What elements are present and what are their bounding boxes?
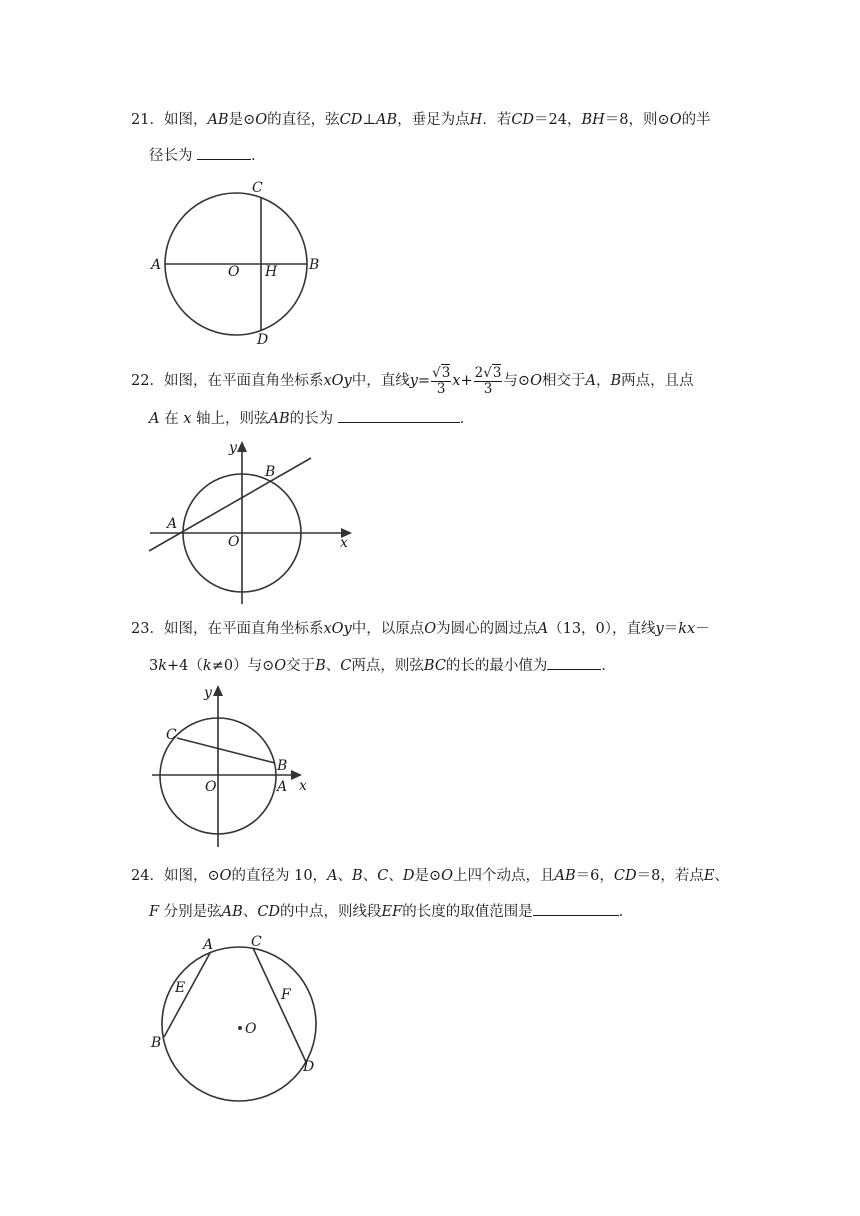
- q23-label-o: O: [205, 779, 217, 795]
- q22-label-b: B: [265, 464, 276, 480]
- q23-label-c: C: [166, 727, 177, 743]
- q24-label-a: A: [203, 937, 214, 953]
- q21-label-b: B: [309, 257, 320, 273]
- q24-line-1: 24．如图，⊙O的直径为 10，A、B、C、D是⊙O上四个动点，且AB＝6，CD＝8，若点E、: [131, 868, 729, 884]
- q21-line-1: 21．如图，AB是⊙O的直径，弦CD⊥AB，垂足为点H．若CD＝24，BH＝8，则⊙O的半: [131, 112, 711, 128]
- q21-line-2: 径长为 ．: [149, 145, 266, 166]
- q24-label-o: O: [245, 1021, 257, 1037]
- q22-label-x: x: [340, 535, 348, 551]
- q21-label-o: O: [228, 264, 240, 280]
- q24-label-d: D: [303, 1059, 315, 1075]
- q21-label-d: D: [257, 332, 269, 348]
- q24-line-2: F 分别是弦AB、CD的中点，则线段EF的长度的取值范围是 ．: [149, 901, 633, 922]
- q24-chord-ab: [164, 953, 210, 1037]
- q21-label-a: A: [151, 257, 162, 273]
- q24-label-f: F: [281, 987, 291, 1003]
- q23-label-x: x: [299, 778, 307, 794]
- q22-label-o: O: [228, 534, 240, 550]
- q22-label-y: y: [229, 440, 237, 456]
- q21-label-c: C: [252, 180, 263, 196]
- q24-circle: [162, 947, 316, 1101]
- q24-center-dot: [238, 1026, 242, 1030]
- fraction-2sqrt3-over-3: $\frac{2√3}{3}$: [474, 364, 502, 397]
- q24-label-b: B: [151, 1035, 162, 1051]
- q22-line-2: A 在 x 轴上，则弦AB的长为 ．: [149, 408, 474, 429]
- q24-label-e: E: [175, 980, 186, 996]
- q23-label-b: B: [277, 758, 288, 774]
- q22-label-a: A: [167, 516, 178, 532]
- q23-label-a: A: [277, 779, 288, 795]
- q23-label-y: y: [204, 685, 212, 701]
- q21-label-h: H: [265, 264, 278, 280]
- q23-line-1: 23．如图，在平面直角坐标系xOy中，以原点O为圆心的圆过点A（13，0），直线y＝kx－: [131, 621, 710, 637]
- question-number: 21．: [131, 112, 164, 128]
- q24-chord-cd: [253, 948, 306, 1062]
- q23-line-2: 3k+4（k≠0）与⊙O交于B、C两点，则弦BC的长的最小值为 ．: [149, 655, 616, 676]
- q22-line-1: 22．如图，在平面直角坐标系xOy中，直线y= $\frac{√3}{3}$ x+ $\frac{2√3}{3}$ 与⊙O相交于A，B两点，且点: [131, 364, 694, 397]
- fraction-sqrt3-over-3: $\frac{√3}{3}$: [432, 364, 451, 397]
- q24-label-c: C: [251, 934, 262, 950]
